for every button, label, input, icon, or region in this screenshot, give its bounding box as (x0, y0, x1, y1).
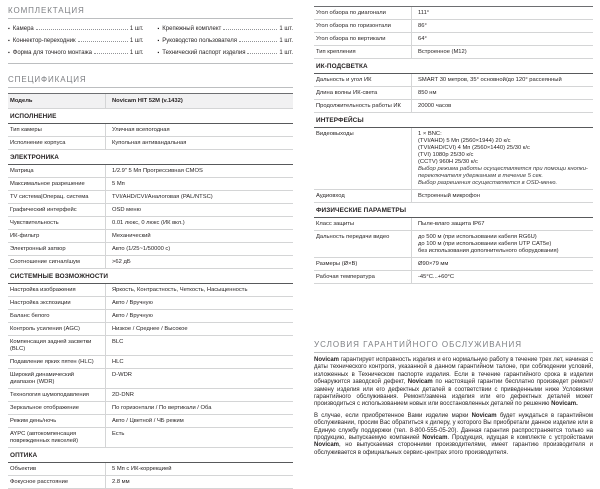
spec-row (8, 137, 293, 150)
package-list (8, 19, 293, 64)
spec-table-right (314, 6, 593, 284)
warranty-section (314, 340, 593, 457)
package-item-label: Коннектор-переходник (12, 38, 76, 44)
package-item (8, 35, 144, 47)
spec-label: Объектив (10, 466, 37, 472)
package-item (8, 47, 144, 59)
spec-value-line: Выбор разрешения осуществляется в OSD-меню. (418, 180, 558, 186)
spec-value-line: (CCTV) 960H 25/30 к/с (418, 159, 478, 165)
dotted-leader (78, 41, 128, 42)
spec-section-row (8, 269, 293, 284)
spec-label: Подавление ярких пятен (HLC) (10, 359, 94, 365)
package-item (158, 47, 294, 59)
spec-row (8, 356, 293, 369)
spec-row (8, 256, 293, 269)
package-list-col1 (8, 23, 144, 59)
spec-label: Компенсация задней засветки (BLC) (10, 339, 92, 352)
spec-section-header: ФИЗИЧЕСКИЕ ПАРАМЕТРЫ (316, 207, 407, 214)
spec-row (8, 204, 293, 217)
spec-label: Графический интерфейс (10, 207, 77, 213)
warranty-text-segment: В случае, если приобретенное Вами изделие марки (314, 412, 472, 419)
spec-row (8, 178, 293, 191)
spec-value: Низкое / Среднее / Высокое (105, 323, 293, 335)
spec-row (8, 94, 293, 109)
spec-section-row (8, 150, 293, 165)
spec-section-row (314, 113, 593, 128)
dotted-leader (223, 29, 277, 30)
spec-row (8, 297, 293, 310)
spec-label: Настройка изображения (10, 287, 76, 293)
spec-value: Авто / Вручную (105, 297, 293, 309)
spec-value-line: 1 × BNC: (418, 131, 442, 137)
spec-label: Угол обзора по диагонали (316, 10, 386, 16)
spec-row (314, 20, 593, 33)
bullet-icon: ▪ (8, 38, 10, 44)
spec-label: Тип камеры (10, 127, 42, 133)
spec-section-header: СИСТЕМНЫЕ ВОЗМОЖНОСТИ (10, 273, 109, 280)
spec-label: Режим день/ночь (10, 418, 57, 424)
spec-label: Размеры (Ø×В) (316, 261, 358, 267)
spec-value: >62 дБ (105, 256, 293, 268)
spec-value: 64° (411, 33, 593, 45)
spec-row (314, 7, 593, 20)
spec-value-line: без использования дополнительного оборудования) (418, 248, 559, 254)
spec-value: 20000 часов (411, 100, 593, 112)
warranty-text-segment: Novicam (422, 435, 448, 442)
spec-row (8, 191, 293, 204)
package-item-label: Форма для точного монтажа (12, 50, 92, 56)
spec-value: Novicam HIT 52M (v.1432) (105, 94, 293, 108)
spec-value: Ø90×79 мм (411, 258, 593, 270)
spec-label: Угол обзора по горизонтали (316, 23, 391, 29)
spec-row (8, 230, 293, 243)
spec-value: -45°C...+60°C (411, 271, 593, 283)
spec-value: Встроенное (M12) (411, 46, 593, 58)
spec-row (8, 165, 293, 178)
spec-label: Матрица (10, 168, 34, 174)
package-item-label: Технический паспорт изделия (162, 50, 246, 56)
package-item (8, 23, 144, 35)
warranty-text-segment: по настоящей гарантии бесплатно произведет ремонт/замену изделия или его дефектных деталей в соответствии с приведенными ниже Условиями гарантийного обслуживания. Ремонт/замена изделия или его дефектных деталей может производиться с использованием новых или восстановленных деталей по решению (314, 379, 593, 408)
spec-row (314, 33, 593, 46)
spec-label: Продолжительность работы ИК (316, 103, 401, 109)
spec-label: Технология шумоподавления (10, 392, 89, 398)
spec-value: Купольная антивандальная (105, 137, 293, 149)
spec-value: Авто / Цветной / ЧБ режим (105, 415, 293, 427)
spec-row (8, 243, 293, 256)
package-item-label: Камера (12, 26, 34, 32)
package-list-col2 (158, 23, 294, 59)
package-item-label: Крепежный комплект (162, 26, 222, 32)
spec-row (314, 128, 593, 190)
package-item-qty: 1 шт. (279, 26, 293, 32)
spec-label: Дальность передачи видео (316, 234, 390, 240)
spec-row (8, 284, 293, 297)
spec-row (8, 323, 293, 336)
spec-row (314, 258, 593, 271)
warranty-title: УСЛОВИЯ ГАРАНТИЙНОГО ОБСЛУЖИВАНИЯ (314, 340, 593, 353)
spec-value (411, 128, 593, 189)
spec-row (8, 124, 293, 137)
spec-label: Зеркальное отображение (10, 405, 79, 411)
spec-label: Максимальное разрешение (10, 181, 85, 187)
spec-value: HLC (105, 356, 293, 368)
spec-label: TV система|Операц. система (10, 194, 89, 200)
spec-value-line: до 500 м (при использовании кабеля RG6U) (418, 234, 537, 240)
spec-label: Баланс белого (10, 313, 50, 319)
spec-row (8, 476, 293, 489)
spec-value-line: (TVI) 1080p 25/30 к/с (418, 152, 474, 158)
spec-label: Аудиовход (316, 193, 345, 199)
spec-label: Контроль усиления (AGC) (10, 326, 80, 332)
spec-row (314, 218, 593, 231)
spec-label: Рабочая температура (316, 274, 375, 280)
spec-value: D-WDR (105, 369, 293, 388)
spec-label: Настройка экспозиции (10, 300, 71, 306)
bullet-icon: ▪ (8, 50, 10, 56)
spec-row (314, 271, 593, 284)
spec-row (314, 46, 593, 59)
spec-row (8, 217, 293, 230)
spec-row (314, 87, 593, 100)
spec-row (8, 415, 293, 428)
spec-row (8, 369, 293, 389)
warranty-text-segment: будет нуждаться в гарантийном обслуживании, просим Вас обратиться к дилеру, у которого Вы приобретали данное изделие или в Единую службу поддержки (тел. 8-800-555-05-20). Данная гарантия распространяется только на продукцию, выпускаемую компанией (314, 412, 593, 442)
spec-value: 5 Мп (105, 178, 293, 190)
warranty-text-segment: гарантирует исправность изделия и его нормальную работу в течение трех лет, начиная с даты технического контроля, указанной в данном гарантийном талоне, при соблюдении условий, изложенных в Техническом паспорте изделия. Если в течение гарантийного срока в изделии обнаружится заводской дефект, (314, 357, 593, 386)
spec-value: Есть (105, 428, 293, 447)
spec-section-row (314, 203, 593, 218)
spec-label: ИК-фильтр (10, 233, 40, 239)
spec-label: Угол обзора по вертикали (316, 36, 386, 42)
package-item-qty: 1 шт. (129, 50, 144, 56)
spec-label: Класс защиты (316, 221, 355, 227)
spec-row (314, 100, 593, 113)
spec-label: Электронный затвор (10, 246, 66, 252)
warranty-text-segment: Novicam (314, 442, 340, 449)
left-column (8, 6, 293, 489)
spec-label: Тип крепления (316, 49, 356, 55)
spec-row (8, 336, 293, 356)
spec-table-left (8, 93, 293, 489)
warranty-text-segment: , но выпускаемая сторонними производителями, имеет гарантию производителя и обслуживается в официальных сервис-центрах этого производителя. (314, 442, 593, 456)
spec-value: Авто (1/25~1/50000 с) (105, 243, 293, 255)
warranty-paragraph (314, 357, 593, 409)
spec-section-header: ИНТЕРФЕЙСЫ (316, 117, 364, 124)
warranty-text (314, 357, 593, 457)
spec-value: Механический (105, 230, 293, 242)
dotted-leader (239, 41, 277, 42)
spec-value: TVI/AHD/CVI/Аналоговая (PAL/NTSC) (105, 191, 293, 203)
package-item-qty: 1 шт. (279, 50, 293, 56)
spec-value: 5 Мп с ИК-коррекцией (105, 463, 293, 475)
spec-label: Фокусное расстояние (10, 479, 69, 485)
spec-value: Пыле-влаго защита IP67 (411, 218, 593, 230)
spec-value: 86° (411, 20, 593, 32)
spec-value: Авто / Вручную (105, 310, 293, 322)
spec-label: Модель (10, 98, 33, 104)
spec-value: 2D-DNR (105, 389, 293, 401)
spec-value (411, 231, 593, 257)
spec-value: 111° (411, 7, 593, 19)
spec-value: 1/2.9" 5 Мп Прогрессивная CMOS (105, 165, 293, 177)
spec-value: Уличная всепогодная (105, 124, 293, 136)
spec-label: AYPC (автокомпенсация поврежденных пикселей) (10, 431, 79, 444)
warranty-text-segment: Novicam (314, 357, 340, 363)
package-item-label: Руководство пользователя (162, 38, 238, 44)
package-item-qty: 1 шт. (129, 38, 144, 44)
spec-value: По горизонтали / По вертикали / Оба (105, 402, 293, 414)
spec-value: BLC (105, 336, 293, 355)
spec-value: Яркость, Контрастность, Четкость, Насыщенность (105, 284, 293, 296)
bullet-icon: ▪ (157, 26, 160, 32)
spec-label: Соотношение сигнал/шум (10, 259, 80, 265)
spec-section-header: ИСПОЛНЕНИЕ (10, 113, 57, 120)
spec-row (8, 428, 293, 448)
spec-value-line: (TVI/AHD/CVI) 4 Мп (2560×1440) 25/30 к/с (418, 145, 530, 151)
package-item (158, 23, 294, 35)
spec-value: 850 нм (411, 87, 593, 99)
package-title: КОМПЛЕКТАЦИЯ (8, 6, 293, 19)
warranty-text-segment: Novicam (407, 379, 433, 386)
warranty-paragraph (314, 413, 593, 457)
spec-value-line: (TVI/AHD) 5 Мп (2560×1944) 20 к/с (418, 138, 511, 144)
spec-row (8, 463, 293, 476)
spec-row (8, 402, 293, 415)
dotted-leader (94, 53, 128, 54)
spec-label: Исполнение корпуса (10, 140, 66, 146)
spec-label: Дальность и угол ИК (316, 77, 372, 83)
spec-value-line: до 100 м (при использовании кабеля UTP CAT5e) (418, 241, 552, 247)
warranty-text-segment: . Продукция, идущая в комплекте с устройствами (447, 435, 593, 442)
bullet-icon: ▪ (157, 50, 160, 56)
warranty-text-segment: Novicam. (551, 401, 578, 408)
spec-label: Длина волны ИК-света (316, 90, 378, 96)
spec-row (314, 190, 593, 203)
spec-section-header: ИК-ПОДСВЕТКА (316, 63, 368, 70)
right-column (314, 6, 593, 489)
dotted-leader (247, 53, 277, 54)
bullet-icon: ▪ (157, 38, 160, 44)
bullet-icon: ▪ (8, 26, 10, 32)
spec-row (314, 231, 593, 258)
spec-value: SMART 30 метров, 35° основной/до 120° рассеянный (411, 74, 593, 86)
dotted-leader (36, 29, 128, 30)
spec-value: 0.01 люкс, 0 люкс (ИК вкл.) (105, 217, 293, 229)
spec-value: Встроенный микрофон (411, 190, 593, 202)
spec-label: Видеовыходы (316, 131, 354, 137)
spec-row (8, 389, 293, 402)
spec-value: 2.8 мм (105, 476, 293, 488)
spec-section-header: ЭЛЕКТРОНИКА (10, 154, 59, 161)
warranty-text-segment: Novicam (471, 412, 497, 419)
spec-value-line: Выбор режима работы осуществляется при помощи кнопки-переключателя удержанием в течение 5 сек. (418, 166, 588, 179)
package-item (158, 35, 294, 47)
spec-row (8, 310, 293, 323)
package-item-qty: 1 шт. (129, 26, 144, 32)
package-item-qty: 1 шт. (279, 38, 293, 44)
spec-section-row (8, 448, 293, 463)
spec-section-row (8, 109, 293, 124)
spec-title: СПЕЦИФИКАЦИЯ (8, 75, 293, 88)
spec-label: Широкий динамический диапазон (WDR) (10, 372, 75, 385)
spec-label: Чувствительность (10, 220, 59, 226)
spec-value: OSD меню (105, 204, 293, 216)
spec-section-row (314, 59, 593, 74)
spec-row (314, 74, 593, 87)
spec-section-header: ОПТИКА (10, 452, 38, 459)
